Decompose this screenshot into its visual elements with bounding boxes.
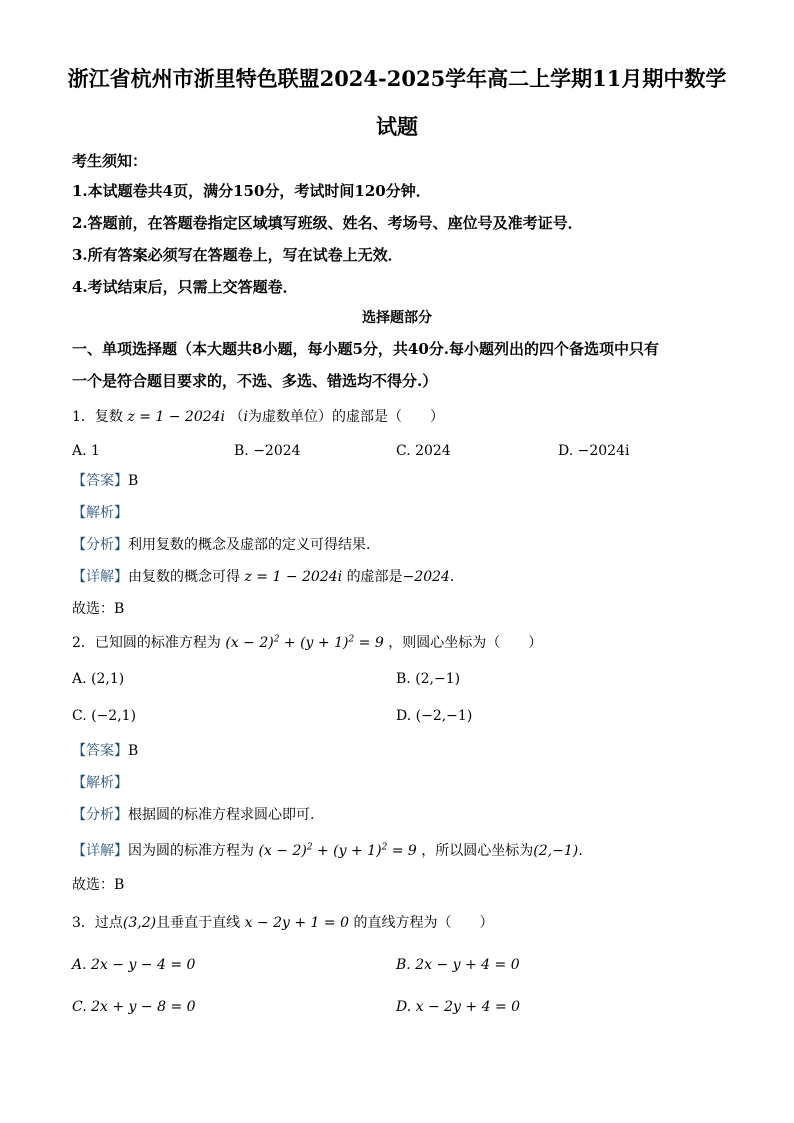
q1-option-d: D. −2024i xyxy=(558,443,630,459)
notice-item-1: 1.本试题卷共4页，满分150分，考试时间120分钟． xyxy=(72,182,431,200)
exam-title-line2: 试题 xyxy=(376,114,418,139)
q3-option-a: A. 2x − y − 4 = 0 xyxy=(72,957,196,973)
q2-fenxi: 【分析】根据圆的标准方程求圆心即可. xyxy=(72,807,315,823)
q2-option-c: C. (−2,1) xyxy=(72,708,137,724)
q2-stem: 2．已知圆的标准方程为 $(x - 2)^2 + (y + 1)^2 = 9$ ，则圆心坐标为（ ） xyxy=(72,634,543,651)
q1-option-a: A. 1 xyxy=(72,443,100,459)
q3-option-b: B. 2x − y + 4 = 0 xyxy=(396,957,520,973)
q2-circle-equation: $(x - 2)^2 + (y + 1)^2 = 9$ xyxy=(225,634,384,651)
notice-heading: 考生须知： xyxy=(72,152,148,170)
q3-option-c: C. 2x + y − 8 = 0 xyxy=(72,999,196,1015)
q3-option-d: D. x − 2y + 4 = 0 xyxy=(396,999,521,1015)
q1-stem: 1．复数 z = 1 − 2024i （i为虚数单位）的虚部是（ ） xyxy=(72,409,444,425)
q1-formula: z = 1 − 2024i xyxy=(127,409,226,425)
q1-answer: 【答案】B xyxy=(72,473,139,489)
q2-option-d: D. (−2,−1) xyxy=(396,708,473,724)
exam-title-line1: 浙江省杭州市浙里特色联盟2024-2025学年高二上学期11月期中数学 xyxy=(67,66,727,91)
q1-option-c: C. 2024 xyxy=(396,443,451,459)
q2-option-a: A. (2,1) xyxy=(72,671,125,687)
section-heading-line1: 一、单项选择题（本大题共8小题，每小题5分，共40分.每小题列出的四个备选项中只有 xyxy=(72,340,659,358)
q2-option-b: B. (2,−1) xyxy=(396,671,461,687)
notice-item-3: 3.所有答案必须写在答题卷上，写在试卷上无效． xyxy=(72,246,403,264)
q2-choose: 故选：B xyxy=(72,877,125,893)
notice-item-4: 4.考试结束后，只需上交答题卷． xyxy=(72,278,298,296)
q2-detail: 【详解】因为圆的标准方程为 $(x - 2)^2 + (y + 1)^2 = 9$ ，所以圆心坐标为(2,−1). xyxy=(72,842,583,859)
notice-item-2: 2.答题前，在答题卷指定区域填写班级、姓名、考场号、座位号及准考证号． xyxy=(72,214,583,232)
section-heading-line2: 一个是符合题目要求的，不选、多选、错选均不得分.） xyxy=(72,372,438,390)
q2-analysis-label: 【解析】 xyxy=(72,775,128,791)
q1-fenxi: 【分析】利用复数的概念及虚部的定义可得结果. xyxy=(72,537,371,553)
q3-stem: 3．过点(3,2)且垂直于直线 x − 2y + 1 = 0 的直线方程为（ ） xyxy=(72,915,494,931)
q1-choose: 故选：B xyxy=(72,601,125,617)
q1-analysis-label: 【解析】 xyxy=(72,505,128,521)
q2-answer: 【答案】B xyxy=(72,743,139,759)
q1-option-b: B. −2024 xyxy=(234,443,301,459)
q1-detail: 【详解】由复数的概念可得 z = 1 − 2024i 的虚部是−2024． xyxy=(72,569,464,585)
part-title: 选择题部分 xyxy=(362,310,432,326)
